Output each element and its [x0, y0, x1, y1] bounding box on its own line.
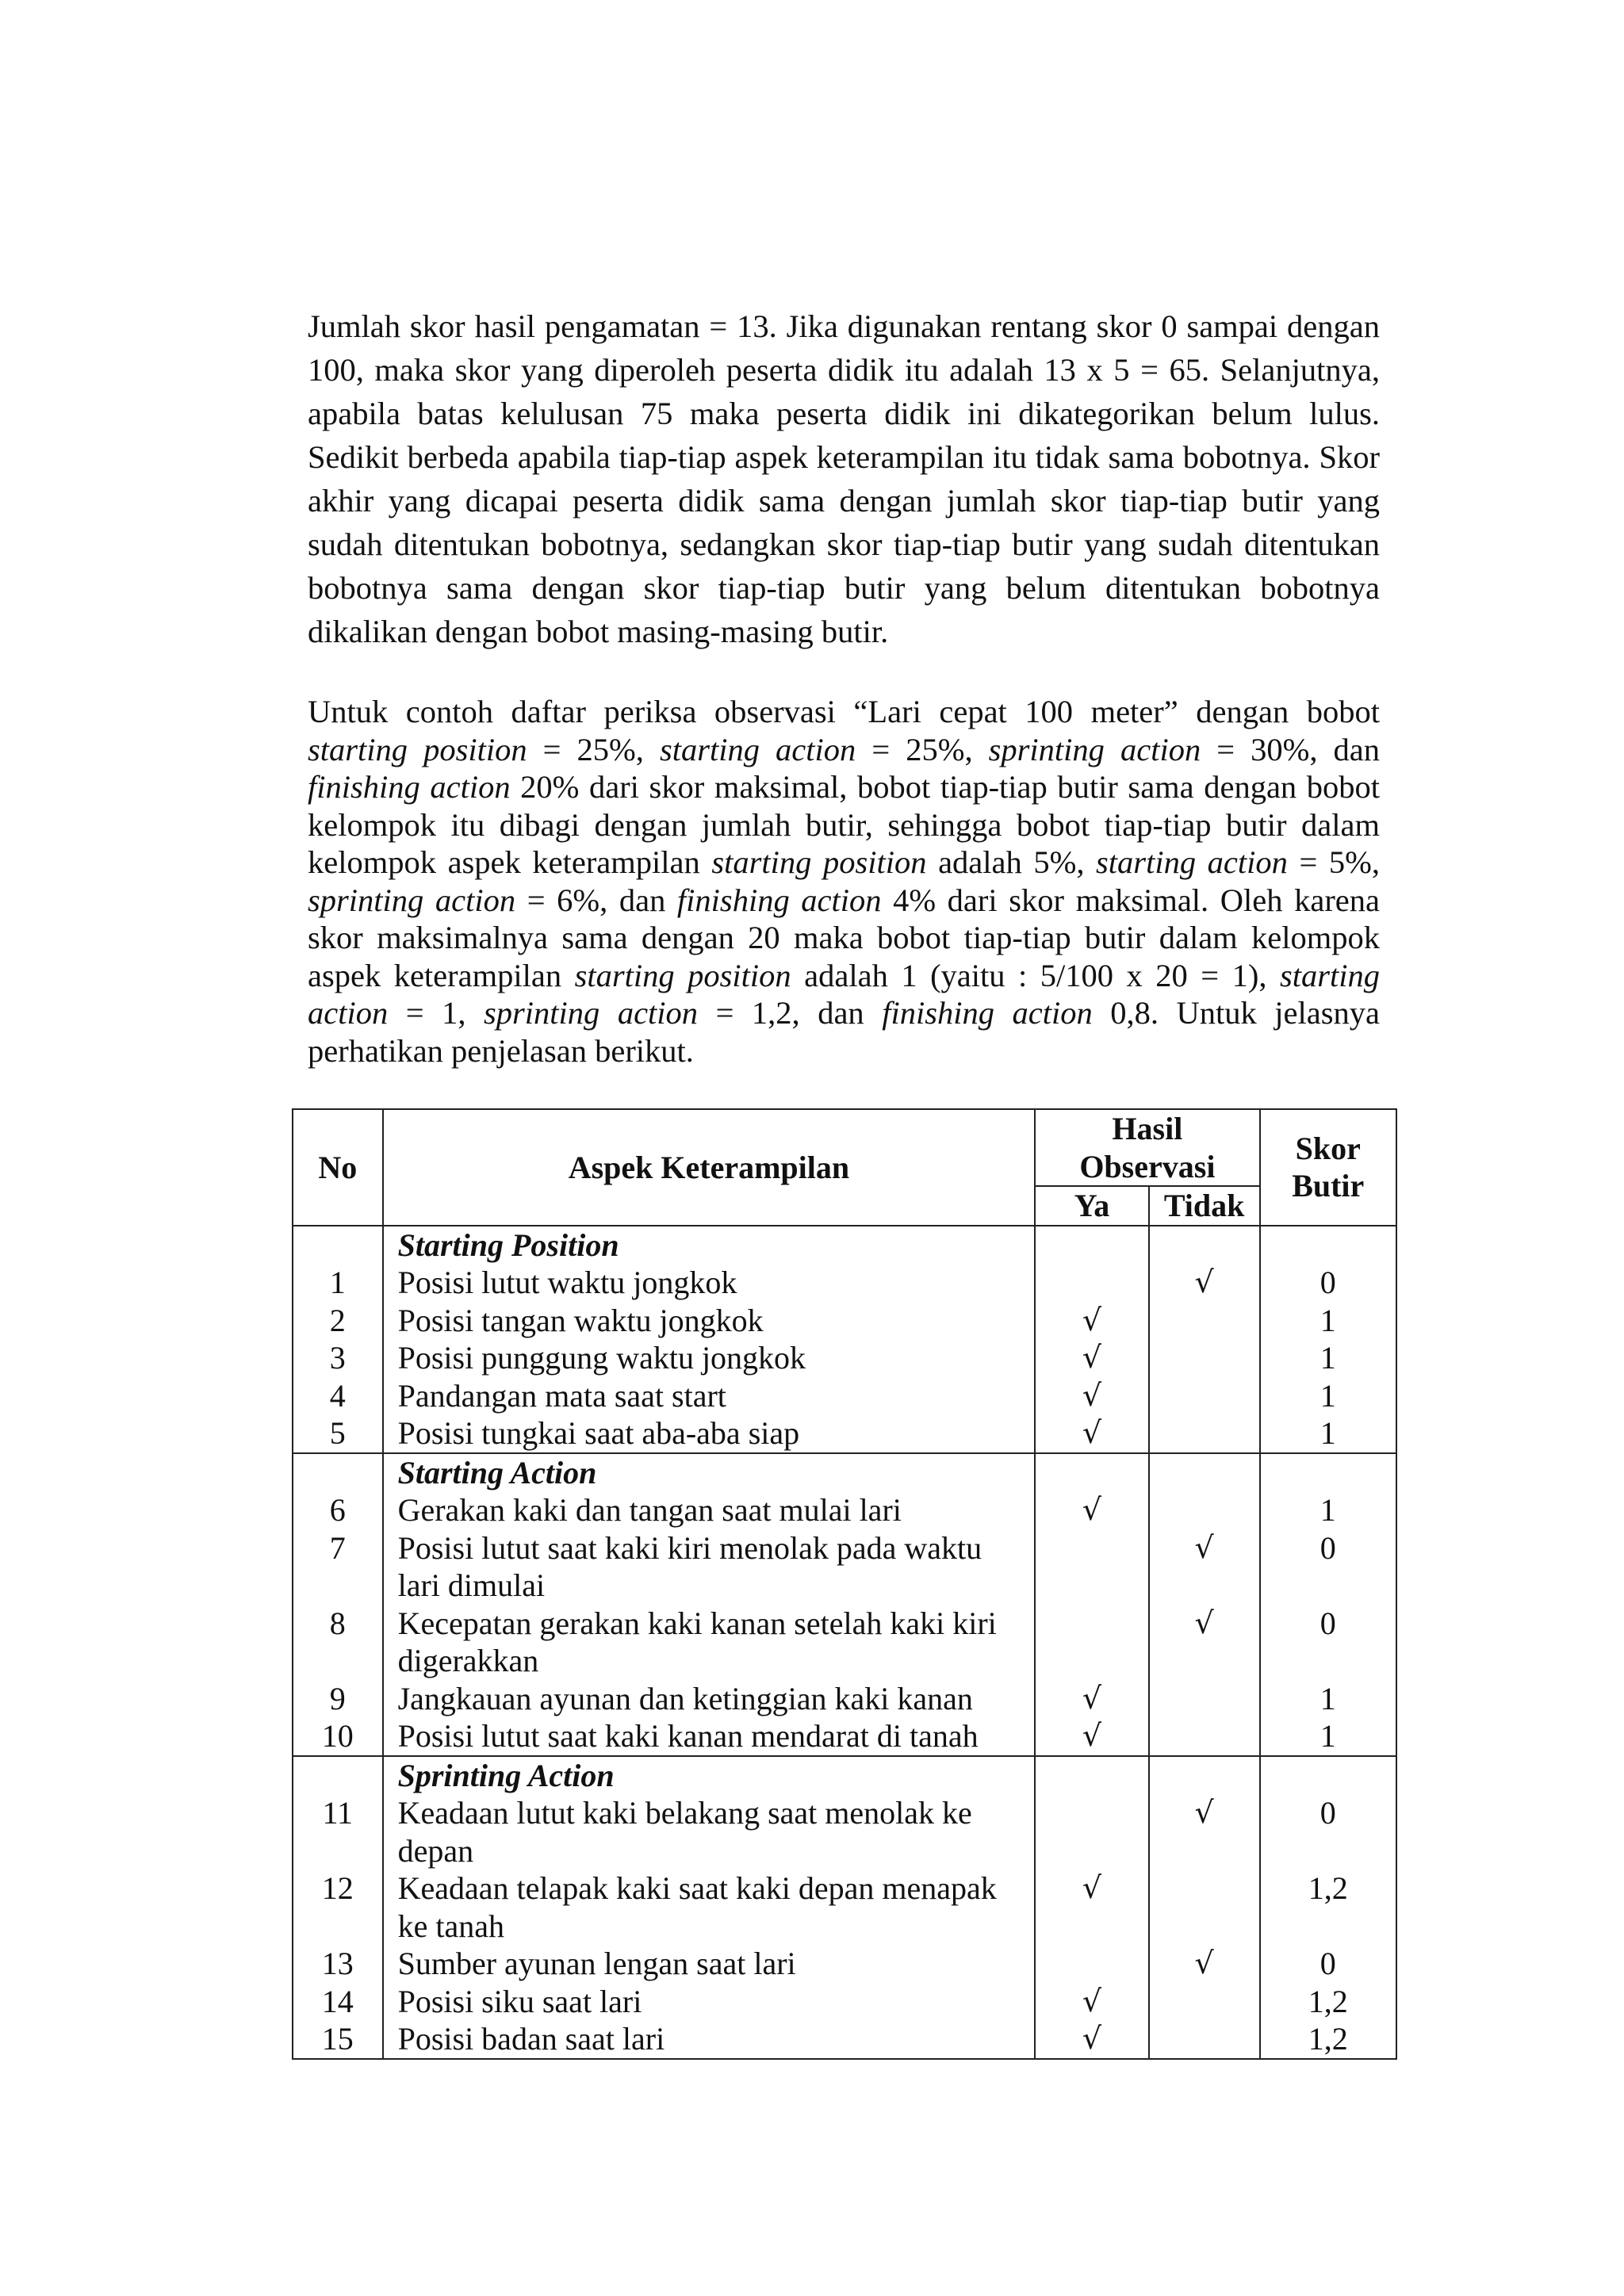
cell-no-line: 5 [329, 1415, 346, 1451]
spacer [1150, 1757, 1259, 1795]
spacer [1150, 1226, 1259, 1265]
cell-tidak-group [1149, 1226, 1260, 1453]
cell-ya-group [1035, 1756, 1148, 2059]
cell-no-line: 15 [321, 2021, 354, 2057]
cell-skor-line: 1 [1320, 1718, 1336, 1754]
cell-no-line [293, 1908, 382, 1946]
check-mark [1150, 1491, 1259, 1529]
spacer [293, 1454, 382, 1492]
cell-skor-line: 1,2 [1308, 1870, 1348, 1906]
spacer [1036, 1454, 1147, 1492]
check-mark [1150, 1717, 1259, 1755]
cell-no-line: 7 [329, 1529, 346, 1566]
cell-no-line: 4 [329, 1377, 346, 1414]
paragraph-weighting-example: Untuk contoh daftar periksa observasi “Lari cepat 100 meter” dengan bobot starting position = 25%, starting action = 25%, sprinting action = 30%, dan finishing action 20% dari skor maksimal, bobot tiap-tiap butir sama dengan bobot kelompok itu dibagi dengan jumlah butir, sehingga bobot tiap-tiap butir dalam kelompok aspek keterampilan starting position adalah 5%, starting action = 5%, sprinting action = 6%, dan finishing action 4% dari skor maksimal. Oleh karena skor maksimalnya sama dengan 20 maka bobot tiap-tiap butir dalam kelompok aspek keterampilan starting position adalah 1 (yaitu : 5/100 x 20 = 1), starting action = 1, sprinting action = 1,2, dan finishing action 0,8. Untuk jelasnya perhatikan penjelasan berikut. [308, 694, 1381, 1069]
group-title: Sprinting Action [397, 1757, 615, 1793]
cell-aspek-group [383, 1226, 1036, 1453]
cell-aspek-line: lari dimulai [397, 1567, 546, 1603]
header-hasil-observasi [1035, 1109, 1259, 1186]
cell-skor-line: 0 [1320, 1605, 1336, 1641]
cell-no-group [293, 1756, 383, 2059]
check-mark [1150, 1377, 1259, 1415]
check-mark [1036, 1567, 1147, 1605]
cell-skor-line: 1,2 [1308, 2021, 1348, 2057]
cell-aspek-line: digerakkan [397, 1643, 539, 1678]
paragraph-scoring-explanation: Jumlah skor hasil pengamatan = 13. Jika digunakan rentang skor 0 sampai dengan 100, maka skor yang diperoleh peserta didik itu adalah 13 x 5 = 65. Selanjutnya, apabila batas kelulusan 75 maka peserta didik ini dikategorikan belum lulus. Sedikit berbeda apabila tiap-tiap aspek keterampilan itu tidak sama bobotnya. Skor akhir yang dicapai peserta didik sama dengan jumlah skor tiap-tiap butir yang sudah ditentukan bobotnya, sedangkan skor tiap-tiap butir yang sudah ditentukan bobotnya sama dengan skor tiap-tiap butir yang belum ditentukan bobotnya dikalikan dengan bobot masing-masing butir. [308, 308, 1380, 649]
table-group-row [293, 1453, 1396, 1756]
check-mark [1036, 1794, 1147, 1832]
check-mark: √ [1082, 1870, 1102, 1905]
spacer [1261, 1226, 1396, 1265]
check-mark: √ [1194, 1529, 1214, 1565]
cell-aspek-line: Jangkauan ayunan dan ketinggian kaki kanan [397, 1680, 973, 1716]
cell-skor-line: 1,2 [1308, 1983, 1348, 2019]
cell-no-line: 12 [321, 1870, 354, 1906]
check-mark: √ [1082, 1680, 1102, 1716]
cell-no-line: 14 [321, 1983, 354, 2019]
cell-no-line: 2 [329, 1302, 346, 1338]
check-mark [1150, 1832, 1259, 1870]
cell-skor-group [1260, 1453, 1397, 1756]
cell-skor-line: 0 [1320, 1529, 1336, 1566]
header-no: No [293, 1109, 383, 1226]
check-mark: √ [1082, 1377, 1102, 1413]
cell-aspek-line: Keadaan lutut kaki belakang saat menolak ke [397, 1795, 972, 1831]
cell-skor-line: 0 [1320, 1265, 1336, 1300]
check-mark [1150, 1414, 1259, 1452]
cell-no-line [293, 1832, 382, 1870]
cell-no-line: 9 [329, 1680, 346, 1716]
spacer [293, 1226, 382, 1265]
check-mark [1036, 1605, 1147, 1643]
cell-no-line [293, 1567, 382, 1605]
header-skor-butir [1260, 1109, 1397, 1226]
check-mark [1036, 1945, 1147, 1983]
cell-aspek-line: Keadaan telapak kaki saat kaki depan menapak [397, 1870, 997, 1906]
check-mark [1036, 1264, 1147, 1302]
cell-skor-group [1260, 1226, 1397, 1453]
spacer [1036, 1757, 1147, 1795]
cell-aspek-line: Posisi lutut saat kaki kiri menolak pada waktu [397, 1529, 982, 1566]
check-mark [1150, 1567, 1259, 1605]
check-mark: √ [1082, 1302, 1102, 1337]
cell-skor-line: 1 [1320, 1302, 1336, 1338]
check-mark [1150, 1869, 1259, 1908]
header-hasil-line2: Observasi [1079, 1148, 1216, 1184]
cell-skor-group [1260, 1756, 1397, 2059]
cell-aspek-line: Posisi badan saat lari [397, 2021, 665, 2057]
check-mark [1036, 1529, 1147, 1567]
cell-aspek-line: Posisi siku saat lari [397, 1983, 642, 2019]
cell-ya-group [1035, 1453, 1148, 1756]
spacer [1261, 1757, 1396, 1795]
cell-aspek-line: ke tanah [397, 1908, 504, 1944]
observation-table [292, 1108, 1397, 2060]
check-mark [1150, 1908, 1259, 1946]
cell-no-line: 11 [322, 1795, 354, 1831]
header-hasil-line1: Hasil [1112, 1111, 1183, 1146]
check-mark: √ [1082, 1983, 1102, 2019]
spacer [1036, 1226, 1147, 1265]
check-mark [1036, 1642, 1147, 1680]
cell-skor-line: 1 [1320, 1492, 1336, 1528]
cell-aspek-group [383, 1756, 1036, 2059]
cell-no-line: 1 [329, 1265, 346, 1300]
group-title: Starting Position [397, 1226, 619, 1263]
cell-tidak-group [1149, 1756, 1260, 2059]
cell-ya-group [1035, 1226, 1148, 1453]
check-mark: √ [1082, 2021, 1102, 2056]
check-mark [1150, 2020, 1259, 2058]
cell-aspek-line: Posisi lutut waktu jongkok [397, 1265, 737, 1300]
cell-aspek-group [383, 1453, 1036, 1756]
header-ya: Ya [1035, 1186, 1148, 1226]
cell-aspek-line: Posisi tangan waktu jongkok [397, 1302, 764, 1338]
cell-skor-line [1261, 1832, 1396, 1870]
cell-tidak-group [1149, 1453, 1260, 1756]
check-mark: √ [1194, 1265, 1214, 1299]
spacer [293, 1757, 382, 1795]
cell-aspek-line: Sumber ayunan lengan saat lari [397, 1946, 796, 1981]
check-mark: √ [1194, 1605, 1214, 1640]
check-mark [1036, 1832, 1147, 1870]
check-mark [1150, 1302, 1259, 1340]
check-mark: √ [1194, 1795, 1214, 1830]
check-mark [1150, 1983, 1259, 2021]
cell-aspek-line: Posisi lutut saat kaki kanan mendarat di tanah [397, 1718, 979, 1754]
cell-no-line: 8 [329, 1605, 346, 1641]
cell-skor-line [1261, 1908, 1396, 1946]
cell-no-group [293, 1226, 383, 1453]
check-mark [1036, 1908, 1147, 1946]
cell-skor-line: 0 [1320, 1946, 1336, 1981]
header-skor-line1: Skor [1295, 1130, 1361, 1166]
cell-aspek-line: Gerakan kaki dan tangan saat mulai lari [397, 1492, 902, 1528]
cell-skor-line: 1 [1320, 1340, 1336, 1376]
header-aspek: Aspek Keterampilan [383, 1109, 1036, 1226]
cell-skor-line: 1 [1320, 1415, 1336, 1451]
cell-aspek-line: Posisi punggung waktu jongkok [397, 1340, 806, 1376]
cell-aspek-line: Posisi tungkai saat aba-aba siap [397, 1415, 800, 1451]
check-mark: √ [1082, 1492, 1102, 1527]
cell-no-line: 13 [321, 1946, 354, 1981]
cell-aspek-line: Pandangan mata saat start [397, 1377, 726, 1414]
table-group-row [293, 1226, 1396, 1453]
cell-no-line: 3 [329, 1340, 346, 1376]
header-tidak: Tidak [1149, 1186, 1260, 1226]
spacer [1150, 1454, 1259, 1492]
cell-skor-line [1261, 1567, 1396, 1605]
check-mark [1150, 1339, 1259, 1377]
spacer [1261, 1454, 1396, 1492]
cell-no-line: 6 [329, 1492, 346, 1528]
cell-no-line: 10 [321, 1718, 354, 1754]
cell-skor-line: 1 [1320, 1377, 1336, 1414]
cell-no-line [293, 1642, 382, 1680]
check-mark: √ [1082, 1340, 1102, 1375]
group-title: Starting Action [397, 1454, 597, 1490]
cell-aspek-line: Kecepatan gerakan kaki kanan setelah kaki kiri [397, 1605, 997, 1641]
header-skor-line2: Butir [1292, 1168, 1365, 1204]
check-mark: √ [1194, 1946, 1214, 1980]
cell-aspek-line: depan [397, 1832, 474, 1869]
table-group-row [293, 1756, 1396, 2059]
cell-skor-line: 1 [1320, 1680, 1336, 1716]
check-mark [1150, 1680, 1259, 1718]
check-mark: √ [1082, 1415, 1102, 1450]
check-mark: √ [1082, 1718, 1102, 1753]
cell-skor-line [1261, 1642, 1396, 1680]
check-mark [1150, 1642, 1259, 1680]
cell-skor-line: 0 [1320, 1795, 1336, 1831]
cell-no-group [293, 1453, 383, 1756]
